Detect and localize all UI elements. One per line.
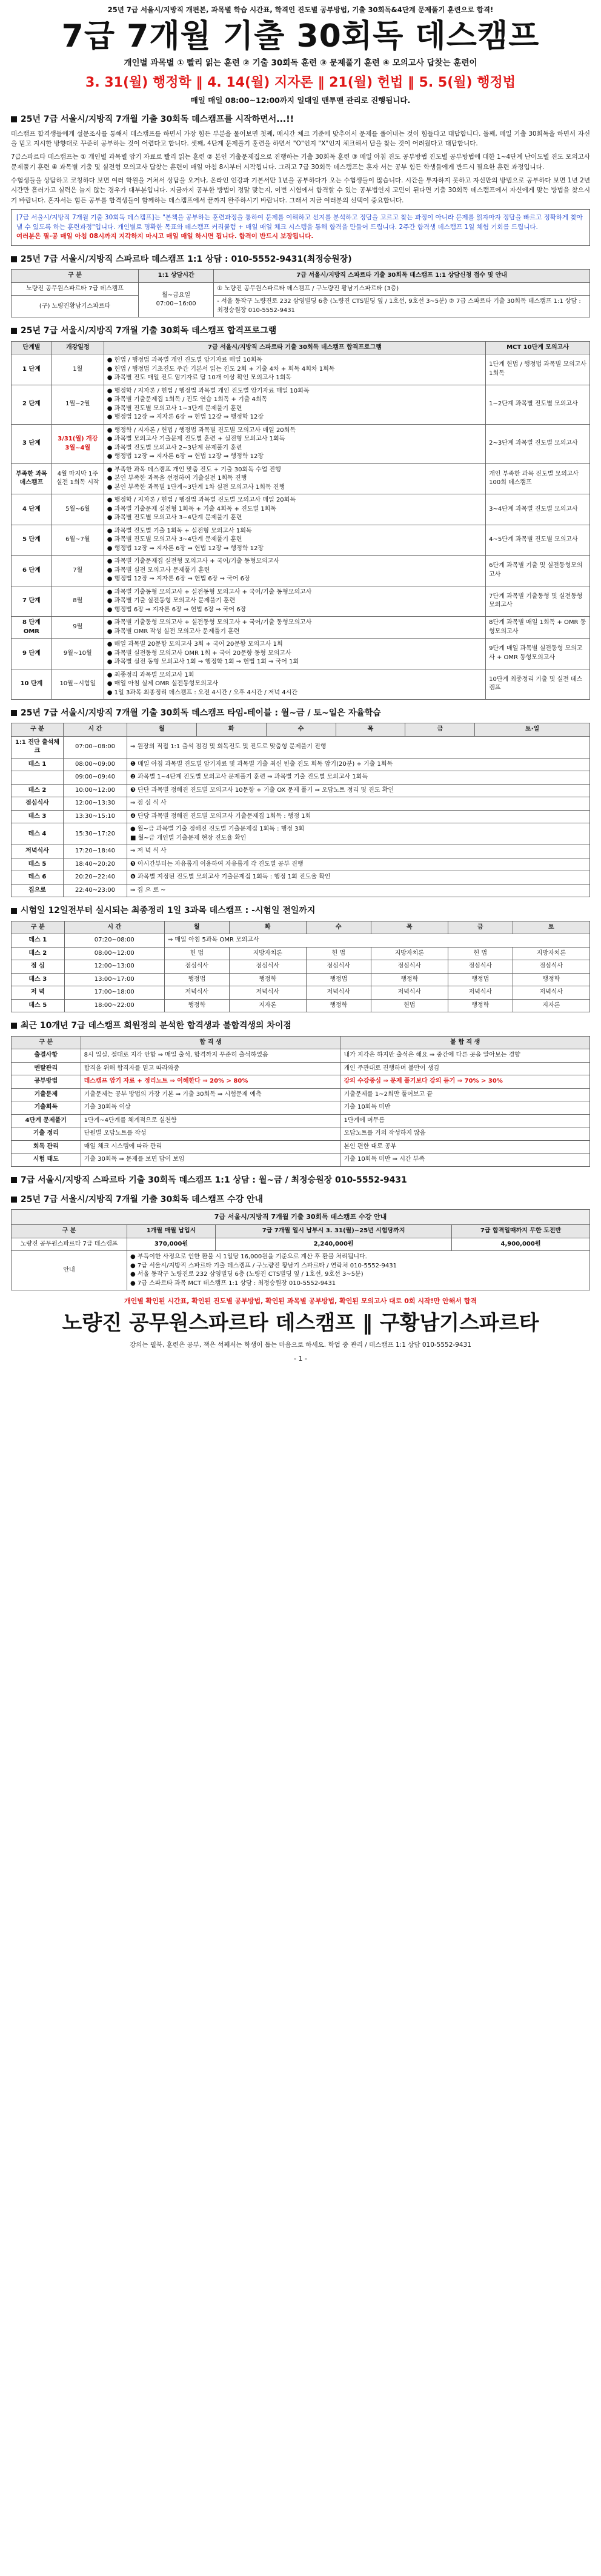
program-step: 3 단계 xyxy=(12,424,52,463)
program-row xyxy=(12,385,590,424)
section-consult-heading: 25년 7급 서울시/지방직 스파르타 데스캠프 1:1 상담 : 010-5552-9431(최정승원장) xyxy=(21,254,352,265)
timetable-row xyxy=(12,758,590,771)
compare-category: 4단계 문제풀기 xyxy=(12,1114,81,1127)
timetable-header: 화 xyxy=(196,723,266,737)
program-row xyxy=(12,639,590,669)
program-row xyxy=(12,494,590,525)
timetable-block xyxy=(12,771,64,785)
program-header: 7급 서울시/지방직 스파르타 기출 30회독 데스캠프 합격프로그램 xyxy=(104,341,485,354)
program-content: ● 과목별 진도별 기출 1회독 + 실전형 모의고사 1회독 ● 과목별 진도별 모의고사 3~4단계 문제풀기 훈련 ● 행정법 12장 ⇒ 지자론 6장 ⇒ 헌법 12장 ⇒ 행정학 12장 xyxy=(104,525,485,556)
program-content: ● 매일 과목별 20문항 모의고사 3회 + 국어 20문항 모의고사 1회 ● 과목별 실전동형 모의고사 OMR 1회 + 국어 20문항 동형 모의고사 ● 과목별 실전 동형 모의고사 1회 ⇒ 행정학 1회 ⇒ 헌법 1회 ⇒ 국어 1회 xyxy=(104,639,485,669)
program-row xyxy=(12,556,590,586)
timetable-block: 집으로 xyxy=(12,884,64,897)
final-cell: 행정법 xyxy=(306,973,371,986)
section-final-title xyxy=(11,905,590,917)
fee-header: 구 분 xyxy=(12,1225,127,1238)
program-row xyxy=(12,424,590,463)
compare-category: 기출 정리 xyxy=(12,1127,81,1141)
program-step: 1 단계 xyxy=(12,354,52,385)
timetable-time: 07:00~08:00 xyxy=(63,736,127,758)
program-mct: 10단계 최종정리 기출 및 실전 데스캠프 xyxy=(486,669,590,700)
notice-red-text: 여러분은 필-공 매일 아침 08시까지 지각하지 마시고 매일 매일 하시면 됩니다. 합격이 반드시 보장됩니다. xyxy=(16,233,314,241)
compare-fail: 오답노트를 거의 작성하지 않음 xyxy=(340,1127,590,1141)
program-row xyxy=(12,463,590,494)
program-header: 단계별 xyxy=(12,341,52,354)
final-header: 월 xyxy=(164,921,229,934)
final-cell: 지방자치론 xyxy=(513,947,589,960)
final-cell: 행정법 xyxy=(164,973,229,986)
table-row xyxy=(12,282,590,296)
timetable-time: 22:40~23:00 xyxy=(63,884,127,897)
fee-table xyxy=(11,1224,590,1290)
section-fee-heading: 25년 7급 서울시/지방직 7개월 기출 30회독 데스캠프 수강 안내 xyxy=(21,1194,264,1204)
final-cell: 헌 법 xyxy=(448,947,513,960)
program-content: ● 과목별 기출동형 모의고사 + 실전동형 모의고사 + 국어/기출 동형모의고사 ● 과목별 OMR 작성 실전 모의고사 문제풀기 훈련 xyxy=(104,617,485,639)
notice-box xyxy=(11,209,590,246)
timetable-content: ❹ 단당 과목별 정해진 진도별 모의고사 기출문제집 1회독 : 행정 1회 xyxy=(127,810,589,823)
timetable-time: 09:00~09:40 xyxy=(63,771,127,785)
timetable-header: 구 분 xyxy=(12,723,64,737)
timetable-content: ❻ 과목별 지정된 진도별 모의고사 기출문제집 1회독 : 행정 1회 진도율 확인 xyxy=(127,871,589,885)
final-header: 화 xyxy=(229,921,306,934)
section-timetable-heading: 25년 7급 서울시/지방직 7개월 기출 30회독 데스캠프 타임-테이블 : 월~금 / 토~일은 자율학습 xyxy=(21,708,381,719)
final-header: 구 분 xyxy=(12,921,65,934)
fee-7month: 2,240,000원 xyxy=(216,1238,452,1251)
program-date: 6월~7월 xyxy=(51,525,104,556)
final-time: 17:00~18:00 xyxy=(64,986,164,1000)
section-consult-title xyxy=(11,253,590,265)
compare-pass: 매일 체크 시스템에 따라 관리 xyxy=(81,1140,340,1154)
final-cell: 저녁식사 xyxy=(306,986,371,1000)
compare-pass: 기출문제는 공부 방법의 가장 기본 ⇒ 기출 30회독 ⇒ 시험문제 예측 xyxy=(81,1088,340,1101)
final-row xyxy=(12,947,590,960)
final-cell: 행정학 xyxy=(306,999,371,1012)
compare-pass: 데스캠프 암기 자료 + 정리노트 ⇒ 이해한다 ⇒ 20% > 80% xyxy=(81,1075,340,1089)
table-cell: 노량진 공무원스파르타 7급 데스캠프 xyxy=(12,1238,127,1251)
compare-row xyxy=(12,1127,590,1141)
table-cell: (구) 노량진황남기스파르타 xyxy=(12,296,139,317)
compare-category: 기출회독 xyxy=(12,1101,81,1115)
timetable-header: 목 xyxy=(336,723,405,737)
fee-notes: ● 부득이한 사정으로 인한 환불 시 1일당 16,000원을 기준으로 계산 후 환불 처리됩니다. ● 7급 서울시/지방직 스파르타 기출 데스캠프 / 구노량진 황남기 스파르타 / 연락처 010-5552-9431 ● 서울 동작구 노량진로 232 삼영빌딩 6층 (노량진 CTS빌딩 옆 / 1호선, 9호선 3~5분) ● 7급 스파르타 과목 MCT 데스캠프 1:1 상담 : 최정승원장 010-5552-9431 xyxy=(127,1251,590,1290)
timetable-row xyxy=(12,771,590,785)
timetable-row xyxy=(12,871,590,885)
program-date: 9월~10월 xyxy=(51,639,104,669)
final-time: 07:20~08:00 xyxy=(64,934,164,948)
program-mct: 4~5단계 과목별 진도별 모의고사 xyxy=(486,525,590,556)
final-row xyxy=(12,960,590,974)
final-block: 데스 5 xyxy=(12,999,65,1012)
program-step: 9 단계 xyxy=(12,639,52,669)
program-mct: 1~2단계 과목별 진도별 모의고사 xyxy=(486,385,590,424)
table-cell: 월~금요일 07:00~16:00 xyxy=(139,282,214,317)
timetable-block: 점심식사 xyxy=(12,797,64,811)
timetable-time: 15:30~17:20 xyxy=(63,823,127,845)
compare-header: 합 격 생 xyxy=(81,1036,340,1049)
program-step: 7 단계 xyxy=(12,586,52,617)
compare-category: 멘탈관리 xyxy=(12,1062,81,1075)
timetable-header: 월 xyxy=(127,723,196,737)
table-cell: 안내 xyxy=(12,1251,127,1290)
timetable-time: 20:20~22:40 xyxy=(63,871,127,885)
timetable-time: 12:00~13:30 xyxy=(63,797,127,811)
final-cell: 점심식사 xyxy=(229,960,306,974)
footer-address: 강의는 필북, 훈련은 공부, 책은 석째서는 학생이 돕는 마음으로 하세요. 학업 중 관리 / 데스캠프 1:1 상담 010-5552-9431 xyxy=(130,1341,471,1349)
compare-pass: 1단계~4단계를 체계적으로 실천함 xyxy=(81,1114,340,1127)
program-content: ● 행정학 / 지자론 / 헌법 / 행정법 과목별 진도별 모의고사 매일 20회독 ● 과목별 모의고사 기출문제 진도별 훈련 + 실전형 모의고사 1회독 ● 과목별 진도별 모의고사 2~3단계 문제풀기 훈련 ● 행정법 12장 ⇒ 지자론 6장 ⇒ 헌법 12장 ⇒ 행정학 12장 xyxy=(104,424,485,463)
final-header: 토 xyxy=(513,921,589,934)
final-cell: 헌법 xyxy=(371,999,448,1012)
table-cell: 노량진 공무원스파르타 7급 데스캠프 xyxy=(12,282,139,296)
final-row xyxy=(12,934,590,948)
section-program-heading: 25년 7급 서울시/지방직 7개월 기출 30회독 데스캠프 합격프로그램 xyxy=(21,326,277,336)
square-bullet-icon xyxy=(11,908,17,914)
program-content: ● 행정학 / 지자론 / 헌법 / 행정법 과목별 개인 진도별 암기자료 매일 10회독 ● 과목별 기출문제집 1회독 / 진도 연습 1회독 + 기출 4회독 ● 과목별 진도별 모의고사 1~3단계 문제풀기 훈련 ● 행정법 12장 ⇒ 지자론 6장 ⇒ 헌법 12장 ⇒ 행정학 12장 xyxy=(104,385,485,424)
timetable-row xyxy=(12,884,590,897)
timetable-row xyxy=(12,858,590,871)
final-cell: 점심식사 xyxy=(371,960,448,974)
final-cell: 점심식사 xyxy=(306,960,371,974)
program-row xyxy=(12,617,590,639)
compare-fail: 기출 10회독 미만 ⇒ 시간 부족 xyxy=(340,1154,590,1167)
program-content: ● 헌법 / 행정법 과목별 개인 진도별 암기자료 매일 10회독 ● 헌법 / 행정법 기초진도 주간 기본서 읽는 진도 2회 + 기출 4차 + 회독 4회차 1회독 ● 과목별 진도 매일 진도 암기자료 답 10개 이상 확인 모의고사 1회독 xyxy=(104,354,485,385)
square-bullet-icon xyxy=(11,328,17,334)
timetable-content: ❸ 단단 과목별 정해진 진도별 모의고사 10문항 + 기출 OX 문제 풀기 ⇒ 오답노트 정리 및 진도 확인 xyxy=(127,784,589,797)
program-header: MCT 10단계 모의고사 xyxy=(486,341,590,354)
timetable-content: ❺ 아시간부터는 자유롭게 이용하여 자유롭게 각 진도별 공부 진행 xyxy=(127,858,589,871)
timetable-content: ⇒ 원장의 직접 1:1 출석 점검 및 회독진도 및 진도로 맞춤형 문제풀기 진행 xyxy=(127,736,589,758)
program-mct: 8단계 과목별 매일 1회독 + OMR 동형모의고사 xyxy=(486,617,590,639)
compare-pass: 기출 30회독 이상 xyxy=(81,1101,340,1115)
notice-text: [7급 서울시/지방직 7개월 기출 30회독 데스캠프]는 "본책을 공부하는 훈련과정을 통하여 문제를 이해하고 선지를 분석하고 정답을 고르고 찾는 과정이 아니라 문제를 읽자마자 정답을 빠르고 정확하게 찾아낼 수 있도록 하는 훈련과정"입니다. 개인별로 명확한 목표와 데스캠프 커리큘럼 + 매일 매일 체크 시스템을 통해 합격을 만들어 드립니다. 2주간 합격생 데스캠프 1일 체험 기회를 드립니다. xyxy=(16,213,583,231)
program-content: ● 최종정리 과목별 모의고사 1회 ● 매일 아침 실제 OMR 실전동형모의고사 ● 1일 3과목 최종정리 데스캠프 : 오전 4시간 / 오후 4시간 / 저녁 4시간 xyxy=(104,669,485,700)
section-program-title xyxy=(11,325,590,337)
final-time: 13:00~17:00 xyxy=(64,973,164,986)
timetable-header: 금 xyxy=(405,723,475,737)
fee-unlimited: 4,900,000원 xyxy=(452,1238,590,1251)
top-note: 25년 7급 서울시/지방직 개편본, 과목별 학습 시간표, 학격인 진도별 공부방법, 기출 30회독&4단계 문제풀기 훈련으로 합격! xyxy=(107,5,494,14)
program-step: 10 단계 xyxy=(12,669,52,700)
program-content: ● 과목별 기출동형 모의고사 + 실전동형 모의고사 + 국어/기출 동형모의고사 ● 과목별 기출 실전동형 모의고사 문제풀기 훈련 ● 행정법 6장 ⇒ 지자론 6장 ⇒ 헌법 6장 ⇒ 국어 6장 xyxy=(104,586,485,617)
fee-header: 1개월 매월 납입시 xyxy=(127,1225,216,1238)
section-intro-title xyxy=(11,113,590,125)
timetable-block: 저녁식사 xyxy=(12,845,64,858)
final-cell: 점심식사 xyxy=(448,960,513,974)
program-step: 4 단계 xyxy=(12,494,52,525)
timetable-block: 데스 4 xyxy=(12,823,64,845)
final-header: 목 xyxy=(371,921,448,934)
timetable-row xyxy=(12,823,590,845)
program-step: 2 단계 xyxy=(12,385,52,424)
final-cell: 행정학 xyxy=(371,973,448,986)
compare-category: 회독 관리 xyxy=(12,1140,81,1154)
final-block: 데스 2 xyxy=(12,947,65,960)
table-cell: ① 노량진 공무원스파르타 데스캠프 / 구노량진 황남기스파르타 (3층) xyxy=(214,282,590,296)
compare-row xyxy=(12,1140,590,1154)
timetable-row xyxy=(12,810,590,823)
final-cell: 행정학 xyxy=(229,973,306,986)
compare-pass: 기출 30회독 ⇒ 문제를 보면 답이 보임 xyxy=(81,1154,340,1167)
compare-row xyxy=(12,1049,590,1063)
final-cell: 점심식사 xyxy=(513,960,589,974)
compare-fail: 개인 주관대로 진행하며 불만이 생김 xyxy=(340,1062,590,1075)
fee-header: 7급 합격일때까지 무한 도전반 xyxy=(452,1225,590,1238)
features-line: 개인별 과목별 ① 빨리 읽는 훈련 ② 기출 30회독 훈련 ③ 문제풀기 훈련 ④ 모의고사 답찾는 훈련이 xyxy=(124,58,477,68)
timetable-header: 수 xyxy=(266,723,336,737)
section-compare-heading: 최근 10개년 7급 데스캠프 회원정의 분석한 합격생과 불합격생의 차이점 xyxy=(21,1021,291,1031)
final-cell: 지자론 xyxy=(229,999,306,1012)
compare-row xyxy=(12,1075,590,1089)
final-cell: 행정학 xyxy=(448,999,513,1012)
final-block: 데스 3 xyxy=(12,973,65,986)
timetable-header: 시 간 xyxy=(63,723,127,737)
compare-fail: 기출 10회독 미만 xyxy=(340,1101,590,1115)
timetable-row xyxy=(12,736,590,758)
timetable-table xyxy=(11,723,590,897)
compare-header: 불 합 격 생 xyxy=(340,1036,590,1049)
timetable-time: 17:20~18:40 xyxy=(63,845,127,858)
timetable-time: 18:40~20:20 xyxy=(63,858,127,871)
compare-table xyxy=(11,1036,590,1167)
table-cell: - 서울 동작구 노량진로 232 삼영빌딩 6층 (노량진 CTS빌딩 옆 / 1호선, 9호선 3~5분) ② 7급 스파르타 기출 30회독 데스캠프 1:1 상담 : 최정승원장 010-5552-9431 xyxy=(214,296,590,317)
table-row xyxy=(12,1238,590,1251)
program-step: 부족한 과목 데스캠프 xyxy=(12,463,52,494)
program-step: 5 단계 xyxy=(12,525,52,556)
program-content: ● 과목별 기출문제집 실전형 모의고사 + 국어/기출 동형모의고사 ● 과목별 실전 모의고사 문제풀기 훈련 ● 행정법 12장 ⇒ 지자론 6장 ⇒ 헌법 6장 ⇒ 국어 6장 xyxy=(104,556,485,586)
section-consult2-heading: 7급 서울시/지방직 스파르타 기출 30회독 데스캠프 1:1 상담 : 월~금 / 최정승원장 010-5552-9431 xyxy=(21,1175,407,1185)
timetable-content: ⇒ 집 으 로 ~ xyxy=(127,884,589,897)
compare-row xyxy=(12,1114,590,1127)
final-block: 점 심 xyxy=(12,960,65,974)
program-content: ● 행정학 / 지자론 / 헌법 / 행정법 과목별 진도별 모의고사 매일 20회독 ● 과목별 기출문제 실전형 1회독 + 기출 4회독 + 진도별 1회독 ● 과목별 진도별 모의고사 3~4단계 문제풀기 훈련 xyxy=(104,494,485,525)
consult-header: 1:1 상담시간 xyxy=(139,270,214,283)
compare-fail: 본인 편한 대로 공부 xyxy=(340,1140,590,1154)
footer-note: 개인별 확인된 시간표, 확인된 진도별 공부방법, 확인된 과목별 공부방법, 확인된 모의고사 대로 0회 시작!만 안해서 합격 xyxy=(124,1297,477,1306)
table-row xyxy=(12,296,590,317)
final-header: 금 xyxy=(448,921,513,934)
program-content: ● 부족한 과목 데스캠프 개인 맞춤 진도 + 기출 30회독 수업 진행 ● 본인 부족한 과목을 선정하여 기출실전 1회독 진행 ● 본인 부족한 과목별 1단계~3단계 1차 실전 모의고사 1회독 진행 xyxy=(104,463,485,494)
final-cell: 행정학 xyxy=(513,973,589,986)
section-fee-title xyxy=(11,1193,590,1206)
final-time: 12:00~13:00 xyxy=(64,960,164,974)
program-mct: 2~3단계 과목별 진도별 모의고사 xyxy=(486,424,590,463)
final-row xyxy=(12,986,590,1000)
program-date: 1월 xyxy=(51,354,104,385)
program-row xyxy=(12,354,590,385)
final-header: 수 xyxy=(306,921,371,934)
final-cell: 지방자치론 xyxy=(371,947,448,960)
compare-fail: 강의 수강중심 ⇒ 문제 풀기보다 강의 듣기 ⇒ 70% > 30% xyxy=(340,1075,590,1089)
timetable-time: 13:30~15:10 xyxy=(63,810,127,823)
compare-row xyxy=(12,1101,590,1115)
final-cell: 저녁식사 xyxy=(371,986,448,1000)
timetable-header: 토·일 xyxy=(475,723,590,737)
final-cell: ⇒ 매일 아침 5과목 OMR 모의고사 xyxy=(164,934,589,948)
compare-category: 공부방법 xyxy=(12,1075,81,1089)
program-date: 8월 xyxy=(51,586,104,617)
program-row xyxy=(12,669,590,700)
program-table xyxy=(11,341,590,700)
consult-header: 구 분 xyxy=(12,270,139,283)
timetable-block: 데스 1 xyxy=(12,758,64,771)
program-mct: 1단계 헌법 / 행정법 과목별 모의고사 1회독 xyxy=(486,354,590,385)
fee-header: 7급 7개월 일시 납부시 3. 31(월)~25년 시험당까지 xyxy=(216,1225,452,1238)
program-mct: 6단계 과목별 기출 및 실전동형모의고사 xyxy=(486,556,590,586)
final-time: 18:00~22:00 xyxy=(64,999,164,1012)
final-cell: 저녁식사 xyxy=(513,986,589,1000)
compare-fail: 1단계에 머무름 xyxy=(340,1114,590,1127)
program-row xyxy=(12,586,590,617)
intro-paragraph-2: 7급스파르타 데스캠프는 ① 개인별 과목별 암기 자료로 빨리 읽는 훈련 ② 본인 기출문제집으로 진행하는 기출 30회독 훈련 ③ 매일 아침 진도 공부방법 진도별 공부방법에 대한 1~4단계 난이도별 진도 모의고사 문제풀기 훈련 ④ 과목별 기출 및 실전형 모의고사 답찾는 훈련이 매일 아침 8시부터 시작됩니다. 그리고 7급 30회독 데스캠프는 혼자 서는 공부 힘든 학생들에게 반드시 필요한 훈련 과정입니다. xyxy=(11,153,590,171)
square-bullet-icon xyxy=(11,1177,17,1183)
exam-dates: 3. 31(월) 행정학 ‖ 4. 14(월) 지자론 ‖ 21(월) 헌법 ‖ 5. 5(월) 행정법 xyxy=(85,75,516,90)
section-timetable-title xyxy=(11,707,590,719)
section-intro-heading: 25년 7급 서울시/지방직 7개월 기출 30회독 데스캠프를 시작하면서...!! xyxy=(21,114,294,124)
timetable-block: 데스 5 xyxy=(12,858,64,871)
compare-pass: 단원별 오답노트를 작성 xyxy=(81,1127,340,1141)
timetable-time: 08:00~09:00 xyxy=(63,758,127,771)
compare-pass: 8시 입실, 절대로 지각 안함 ⇒ 매일 출석, 합격까지 꾸준히 출석하였음 xyxy=(81,1049,340,1063)
program-step: 6 단계 xyxy=(12,556,52,586)
footer-brand: 노량진 공무원스파르타 데스캠프 ‖ 구황남기스파르타 xyxy=(62,1311,539,1335)
final-table xyxy=(11,921,590,1013)
compare-pass: 합격을 위해 합격자를 믿고 따라와줌 xyxy=(81,1062,340,1075)
final-cell: 헌 법 xyxy=(306,947,371,960)
program-date: 5월~6월 xyxy=(51,494,104,525)
page-title: 7급 7개월 기출 30회독 데스캠프 xyxy=(61,18,540,55)
final-block: 저 녁 xyxy=(12,986,65,1000)
square-bullet-icon xyxy=(11,1197,17,1203)
timetable-content: ❶ 매일 아침 과목별 진도별 암기자료 및 과목별 기출 최신 빈출 진도 회독 암기(20분) + 기출 1회독 xyxy=(127,758,589,771)
final-row xyxy=(12,999,590,1012)
page-number: - 1 - xyxy=(294,1354,307,1363)
program-mct: 3~4단계 과목별 진도별 모의고사 xyxy=(486,494,590,525)
final-cell: 저녁식사 xyxy=(229,986,306,1000)
intro-paragraph-1: 데스캠프 합격생들에게 설문조사를 통해서 데스캠프를 하면서 가장 힘든 부분을 물어보면 첫째, 매시간 체크 기준에 맞추어서 문제를 풀어내는 것이 힘들다고 대답합니다. 둘째, 매일 기출 30회독을 하면서 자신을 믿고 지시한 방향대로 꾸준히 공부하는 것이 어렵다고 합니다. 셋째, 4단계 문제풀기 훈련을 하면서 "O"인지 "X"인지 체크해서 답을 찾는 것이 어려웠다고 대답합니다. xyxy=(11,130,590,148)
program-row xyxy=(12,525,590,556)
timetable-content: ⇒ 점 심 식 사 xyxy=(127,797,589,811)
timetable-block: 데스 6 xyxy=(12,871,64,885)
program-header: 개강일정 xyxy=(51,341,104,354)
consult-header: 7급 서울시/지방직 스파르타 기출 30회독 데스캠프 1:1 상담신청 접수 및 안내 xyxy=(214,270,590,283)
final-row xyxy=(12,973,590,986)
section-compare-title xyxy=(11,1020,590,1032)
compare-row xyxy=(12,1062,590,1075)
final-cell: 저녁식사 xyxy=(164,986,229,1000)
compare-category: 시험 태도 xyxy=(12,1154,81,1167)
compare-fail: 내가 지각은 하지만 출석은 해요 ⇒ 중간에 다른 곳을 알아보는 경향 xyxy=(340,1049,590,1063)
timetable-content: ⇒ 저 녁 식 사 xyxy=(127,845,589,858)
timetable-row xyxy=(12,797,590,811)
intro-paragraph-3: 수험생들을 상담하고 코칭하다 보면 여러 학원을 거쳐서 상담을 오거나, 온라인 인강과 기본서만 1년을 공부하다가 오는 수험생들이 많습니다. 시간을 투자하지 못하고 자신만의 방법으로 공부하다 보면 1년 2년 시간만 흘러가고 실력은 늘지 않는 경우가 대부분입니다. 지금까지 공부한 방법이 정말 맞는지, 이번 시험에서 합격할 수 있는 공부법인지 고민이 된다면 기출 30회독 데스캠프에서 자신에게 맞는 방법을 찾으시기 바랍니다. 혼자서는 힘든 공부를 합격생들이 함께하는 데스캠프에서 끝까지 완주하시기 바랍니다. 그래서 지금 여러분의 선택이 중요합니다. xyxy=(11,177,590,204)
final-cell: 행정학 xyxy=(164,999,229,1012)
timetable-block: 1:1 진단 출석체크 xyxy=(12,736,64,758)
consult-table xyxy=(11,269,590,317)
fee-monthly: 370,000원 xyxy=(127,1238,216,1251)
compare-category: 출결사항 xyxy=(12,1049,81,1063)
program-mct: 7단계 과목별 기출동형 및 실전동형모의고사 xyxy=(486,586,590,617)
program-date: 10월~시험일 xyxy=(51,669,104,700)
final-cell: 헌 법 xyxy=(164,947,229,960)
compare-row xyxy=(12,1088,590,1101)
program-date: 3/31(월) 개강 3월~4월 xyxy=(51,424,104,463)
timetable-row xyxy=(12,845,590,858)
compare-row xyxy=(12,1154,590,1167)
final-header: 시 간 xyxy=(64,921,164,934)
timetable-row xyxy=(12,784,590,797)
timetable-content: ● 월~금 과목별 기출 정해진 진도별 기출문제집 1회독 : 행정 3회 ■ 월~금 개인별 기출문제 현장 진도율 확인 xyxy=(127,823,589,845)
section-final-heading: 시험일 12일전부터 실시되는 최종정리 1일 3과목 데스캠프 : -시험일 전일까지 xyxy=(21,906,316,916)
program-date: 1월~2월 xyxy=(51,385,104,424)
section-consult2-title xyxy=(11,1174,590,1186)
square-bullet-icon xyxy=(11,116,17,122)
time-line: 매일 매일 08:00~12:00까지 일대일 맨투맨 관리로 진행됩니다. xyxy=(190,95,411,105)
timetable-content: ❷ 과목별 1~4단계 진도별 모의고사 문제풀기 훈련 ⇒ 과목별 기출 진도별 모의고사 1회독 xyxy=(127,771,589,785)
fee-table-caption: 7급 서울시/지방직 7개월 기출 30회독 데스캠프 수강 안내 xyxy=(11,1209,590,1224)
final-cell: 지방자치론 xyxy=(229,947,306,960)
square-bullet-icon xyxy=(11,1023,17,1029)
program-date: 4월 마지막 1주 실전 1회독 시작 xyxy=(51,463,104,494)
timetable-time: 10:00~12:00 xyxy=(63,784,127,797)
final-cell: 저녁식사 xyxy=(448,986,513,1000)
table-row xyxy=(12,1251,590,1290)
program-mct: 개인 부족한 과목 진도별 모의고사 100회 데스캠프 xyxy=(486,463,590,494)
timetable-block: 데스 2 xyxy=(12,784,64,797)
compare-category: 기출문제 xyxy=(12,1088,81,1101)
final-cell: 지자론 xyxy=(513,999,589,1012)
final-time: 08:00~12:00 xyxy=(64,947,164,960)
final-block: 데스 1 xyxy=(12,934,65,948)
square-bullet-icon xyxy=(11,710,17,716)
timetable-block: 데스 3 xyxy=(12,810,64,823)
final-cell: 행정법 xyxy=(448,973,513,986)
program-date: 9월 xyxy=(51,617,104,639)
square-bullet-icon xyxy=(11,256,17,262)
compare-fail: 기출문제를 1~2회만 풀어보고 끝 xyxy=(340,1088,590,1101)
program-mct: 9단계 매일 과목별 실전동형 모의고사 + OMR 동형모의고사 xyxy=(486,639,590,669)
compare-header: 구 분 xyxy=(12,1036,81,1049)
program-step: 8 단계 OMR xyxy=(12,617,52,639)
final-cell: 점심식사 xyxy=(164,960,229,974)
program-date: 7월 xyxy=(51,556,104,586)
